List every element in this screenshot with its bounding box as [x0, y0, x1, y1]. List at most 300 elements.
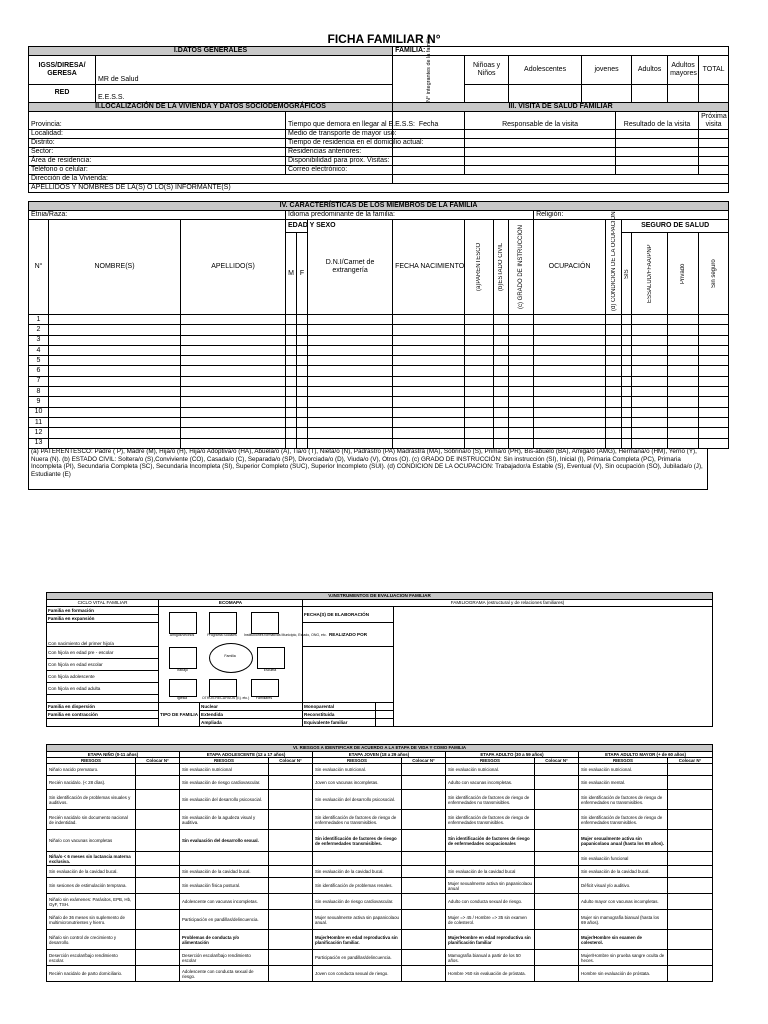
colocar-cell[interactable]	[269, 764, 313, 776]
etapa-header: ETAPA JOVEN (18 a 29 años)	[313, 752, 446, 758]
apellido-cell[interactable]	[181, 397, 286, 407]
riesgo-cell: Sin evaluación nutricional.	[313, 764, 402, 776]
member-number: 11	[29, 417, 49, 427]
riesgos-header: RIESGOS	[313, 758, 402, 764]
colocar-cell[interactable]	[269, 776, 313, 790]
colocar-cell[interactable]	[668, 910, 713, 930]
colocar-cell[interactable]	[535, 950, 579, 966]
apellido-cell[interactable]	[181, 366, 286, 376]
colocar-cell[interactable]	[668, 878, 713, 894]
riesgo-cell: Niña/o < 6 meses sin lactancia materna exclusiva.	[47, 852, 136, 866]
integrantes-label: N° integrantes de la familia	[425, 36, 432, 102]
colocar-cell[interactable]	[136, 930, 180, 950]
colocar-cell[interactable]	[269, 810, 313, 830]
riesgo-cell: Sin identificación de factores de riesgo de enfermedades transmisibles.	[579, 810, 668, 830]
etapa-header: ETAPA ADULTO (30 a 59 años)	[446, 752, 579, 758]
colocar-cell[interactable]	[535, 966, 579, 982]
riesgos-header: RIESGOS	[446, 758, 535, 764]
riesgo-row	[47, 764, 713, 776]
colocar-cell[interactable]	[535, 930, 579, 950]
member-number: 4	[29, 345, 49, 355]
member-row	[29, 325, 729, 335]
section-localizacion: II.LOCALIZACIÓN DE LA VIVIENDA Y DATOS SOCIODEMOGRÁFICOS	[29, 103, 393, 112]
riesgo-row	[47, 830, 713, 852]
riesgo-cell: Sin evaluación funcional	[579, 852, 668, 866]
member-number: 5	[29, 356, 49, 366]
riesgo-cell: Sin evaluación de riesgo cardiovascular.	[313, 894, 402, 910]
evaluacion-table	[46, 592, 713, 727]
nombre-cell[interactable]	[49, 428, 181, 438]
colocar-cell[interactable]	[402, 878, 446, 894]
member-row	[29, 345, 729, 355]
tipo-familia-item: Monoparental	[303, 703, 376, 711]
colocar-cell[interactable]	[402, 810, 446, 830]
nombre-cell[interactable]	[49, 366, 181, 376]
ecomapa-label: Trabajo	[176, 668, 188, 672]
section-caracteristicas: IV. CARACTERÍSTICAS DE LOS MIEMBROS DE LA FAMILIA	[29, 202, 729, 211]
colocar-cell[interactable]	[535, 878, 579, 894]
colocar-cell[interactable]	[269, 878, 313, 894]
etnia-label: Etnia/Raza:	[29, 211, 286, 220]
colocar-cell[interactable]	[668, 966, 713, 982]
colocar-cell[interactable]	[535, 852, 579, 866]
riesgo-cell: Sin evaluación nutricional	[180, 764, 269, 776]
colocar-cell[interactable]	[402, 866, 446, 878]
ciclo-item: Familia en contracción	[47, 711, 159, 719]
col-n: N°	[29, 220, 49, 315]
riesgo-cell: Niña/o sin exámenes: Parásitos, EPB, Hb, GyF, TSH.	[47, 894, 136, 910]
riesgos-header: RIESGOS	[180, 758, 269, 764]
ciclo-item: Familia en formación	[47, 607, 159, 615]
ecomapa-familia-circle	[209, 643, 253, 673]
riesgo-cell: Sin identificación de factores de riesgo de enfermedades ocupacionales	[446, 830, 535, 852]
nombre-cell[interactable]	[49, 345, 181, 355]
colocar-cell[interactable]	[136, 866, 180, 878]
fecha-header: Fecha	[393, 112, 465, 130]
riesgo-cell: Deserción escolar/bajo rendimiento escolar	[180, 950, 269, 966]
ecomapa-label: OTROS RECURSOS (Ej. etc.)	[202, 696, 250, 700]
ecomapa-box	[251, 679, 279, 697]
ecomapa-box	[209, 612, 237, 634]
colocar-cell[interactable]	[402, 966, 446, 982]
colocar-cell[interactable]	[269, 790, 313, 810]
ecomapa-label: Programa Sociales	[207, 633, 237, 637]
riesgo-cell: Hombre sin evaluación de próstata.	[579, 966, 668, 982]
ecomapa-box	[169, 679, 197, 697]
ecomapa-label: Instituciones formativas Municipio, Estado, ONG, etc.	[244, 633, 327, 637]
ecomapa-label: Amigos/vecinos	[169, 633, 195, 637]
member-row	[29, 438, 729, 448]
riesgo-row	[47, 950, 713, 966]
riesgo-cell: Sin evaluación del desarrollo psicosocial.	[180, 790, 269, 810]
tipo-familia-label: TIPO DE FAMILIA	[159, 703, 200, 727]
colocar-cell[interactable]	[136, 894, 180, 910]
ecomapa-label: Familia	[224, 654, 236, 658]
col-privado: Privado	[680, 263, 687, 284]
etapa-header: ETAPA ADOLESCENTE (12 a 17 años)	[180, 752, 313, 758]
riesgo-row	[47, 966, 713, 982]
riesgo-cell: Recién nacida/o de parto domiciliario.	[47, 966, 136, 982]
colocar-cell[interactable]	[668, 790, 713, 810]
colocar-cell[interactable]	[136, 852, 180, 866]
colocar-cell[interactable]	[136, 966, 180, 982]
col-essalud: ESSALUD/FFAA/PNP	[646, 244, 653, 303]
fecha-elaboracion: FECHA(S) DE ELABORACIÓN	[303, 607, 394, 623]
member-number: 12	[29, 428, 49, 438]
ciclo-item: Familia en dispersión	[47, 703, 159, 711]
colocar-cell[interactable]	[402, 930, 446, 950]
member-number: 6	[29, 366, 49, 376]
colocar-cell[interactable]	[136, 810, 180, 830]
colocar-cell[interactable]	[668, 764, 713, 776]
colocar-cell[interactable]	[402, 776, 446, 790]
riesgo-cell: Sin identificación de factores de riesgo de enfermedades no transmisibles.	[579, 790, 668, 810]
ecomapa-label: Escuela	[263, 668, 277, 672]
tipo-familia-item: Reconstituida	[303, 711, 376, 719]
apellido-cell[interactable]	[181, 345, 286, 355]
member-row	[29, 335, 729, 345]
riesgo-cell: Sin evaluación de la cavidad bucal.	[579, 866, 668, 878]
riesgo-cell: Participación en pandillas/delincuencia.	[313, 950, 402, 966]
colocar-header: Colocar N°	[535, 758, 579, 764]
member-row	[29, 376, 729, 386]
colocar-cell[interactable]	[535, 830, 579, 852]
disponibilidad-label: Disponibilidad para prox. Visitas:	[286, 157, 393, 166]
member-row	[29, 387, 729, 397]
residencia-label: Tiempo de residencia en el domicilio actual:	[286, 139, 393, 148]
member-number: 3	[29, 335, 49, 345]
riesgo-cell: Sin evaluación del desarrollo sexual.	[180, 830, 269, 852]
colocar-cell[interactable]	[136, 764, 180, 776]
colocar-cell[interactable]	[269, 894, 313, 910]
riesgo-cell	[313, 852, 402, 866]
informantes-label: APELLIDOS Y NOMBRES DE LA(S) O LO(S) INFORMANTE(S)	[29, 184, 729, 193]
colocar-cell[interactable]	[269, 930, 313, 950]
igss-label: IGSS/DIRESA/ GERESA	[29, 56, 96, 85]
provincia-label: Provincia:	[29, 112, 286, 130]
riesgo-cell: Mujer/Hombre sin examen de colesterol.	[579, 930, 668, 950]
ciclo-item: Con hijo/a en edad adulta	[47, 683, 159, 695]
codes-legend: (a) PATERENTESCO: Padre ( P), Madre (M), Hija/o (H), Hija/o Adoptiva/o (HA), Abuela/o (A), Tia/o (T), Nieta/o (N), Padrastro (PA) Madrastra (MA), Sobrina/o (S), Prima/o (PR), Bis-abuelo (BA), Amiga/o (AMG), Hermana/o (HM), Yerno (Y), Nuera (N). (b) ESTADO CIVIL: Soltera/o (S),Conviviente (CO), Casada/o (C), Separada/o (SP), Divorciada/o (D), Viuda/o (V), Otros (O). (c) GRADO DE INSTRUCCIÓN: Sin instrucción (SI), Inicial (I), Primaria Completa (PC), Primaria Incompleta (PI), Secundaria Completa (SC), Secundaria Incompleta (SI), Superior Completo (SUC), Superior Incompleto (SUI). (d) CONDICION DE LA OCUPACION: Trabajador/a Estable (S), Eventual (V), Sin ocupación (SO), Jubilada/o (J), Estudiante (E)	[28, 448, 708, 490]
col-adultos-mayores: Adultos mayores	[668, 56, 699, 85]
member-row	[29, 356, 729, 366]
section-datos-generales: I.DATOS GENERALES	[29, 47, 393, 56]
colocar-cell[interactable]	[535, 776, 579, 790]
tipo-familia-item: Equivalente familiar	[303, 719, 376, 727]
riesgo-cell: Sin evaluación de riesgo cardiovascular.	[180, 776, 269, 790]
riesgos-header: RIESGOS	[47, 758, 136, 764]
direccion-label: Dirección de la Vivienda:	[29, 175, 393, 184]
colocar-cell[interactable]	[668, 830, 713, 852]
colocar-cell[interactable]	[535, 894, 579, 910]
riesgo-cell: Niña/o sin control de crecimiento y desarrollo.	[47, 930, 136, 950]
riesgo-cell: Sin identificación de factores de riesgo de enfermedades transmisibles.	[313, 830, 402, 852]
colocar-cell[interactable]	[402, 764, 446, 776]
riesgo-row	[47, 930, 713, 950]
colocar-cell[interactable]	[136, 910, 180, 930]
familiograma-header: FAMILIOGRAMA (estructural y de relaciones familiares)	[303, 600, 713, 607]
ecomapa-box	[169, 647, 197, 669]
nombre-cell[interactable]	[49, 325, 181, 335]
section-instrumentos: V.INSTRUMENTOS DE EVALUACION FAMILIAR	[47, 593, 713, 600]
riesgo-cell: Recién nacida/o. (< 28 días).	[47, 776, 136, 790]
colocar-cell[interactable]	[535, 764, 579, 776]
tipo-familia-item: Extendida	[200, 711, 303, 719]
col-ninos: Niñoas y Niños	[465, 56, 509, 85]
colocar-cell[interactable]	[136, 878, 180, 894]
ciclo-item: Con hijo/a en edad escolar	[47, 659, 159, 671]
riesgo-cell: Sin identificación de problemas renales.	[313, 878, 402, 894]
riesgo-cell: Déficit visual y/o auditivo.	[579, 878, 668, 894]
transporte-label: Medio de transporte de mayor uso:	[286, 130, 393, 139]
apellido-cell[interactable]	[181, 376, 286, 386]
etapa-header: ETAPA ADULTO MAYOR (+ de 60 años)	[579, 752, 713, 758]
riesgo-row	[47, 852, 713, 866]
apellido-cell[interactable]	[181, 387, 286, 397]
colocar-cell[interactable]	[269, 866, 313, 878]
riesgo-cell: Problemas de conducta y/o alimentación	[180, 930, 269, 950]
ciclo-item: Con hijo/a adolescente	[47, 671, 159, 683]
ecomapa-label: Familiares	[255, 696, 273, 700]
col-sin-seguro: Sin seguro	[710, 259, 717, 288]
colocar-cell[interactable]	[535, 910, 579, 930]
col-jovenes: jovenes	[582, 56, 632, 85]
riesgo-row	[47, 910, 713, 930]
residencias-anteriores-label: Residencias anteriores:	[286, 148, 393, 157]
colocar-cell[interactable]	[668, 810, 713, 830]
riesgo-cell	[180, 852, 269, 866]
realizado-por: REALIZADO POR	[303, 623, 394, 647]
nombre-cell[interactable]	[49, 376, 181, 386]
col-condicion: (d) CONDICION DE LA OCUPACION	[610, 211, 617, 311]
riesgo-cell: Sin identificación de factores de riesgo de enfermedades transmisibles.	[446, 810, 535, 830]
nombre-cell[interactable]	[49, 417, 181, 427]
ecomapa-box	[209, 679, 237, 697]
riesgo-cell: Sin evaluación mental.	[579, 776, 668, 790]
riesgo-cell: Sin identificación de problemas visuales y auditivos.	[47, 790, 136, 810]
riesgo-cell: Mujer/Hombre sin prueba sangre oculta de heces.	[579, 950, 668, 966]
riesgo-cell: Niña/o de 36 meses sin suplemento de multimicronutrientes y hierro.	[47, 910, 136, 930]
riesgo-cell: Mamografía bianual a partir de los 50 años.	[446, 950, 535, 966]
page-title: FICHA FAMILIAR N°	[327, 32, 441, 46]
colocar-cell[interactable]	[269, 830, 313, 852]
colocar-cell[interactable]	[668, 894, 713, 910]
riesgos-header: RIESGOS	[579, 758, 668, 764]
colocar-header: Colocar N°	[136, 758, 180, 764]
colocar-header: Colocar N°	[668, 758, 713, 764]
member-row	[29, 417, 729, 427]
area-label: Área de residencia:	[29, 157, 286, 166]
responsable-header: Responsable de la visita	[465, 112, 616, 130]
colocar-cell[interactable]	[402, 950, 446, 966]
apellido-cell[interactable]	[181, 407, 286, 417]
religion-label: Religión:	[534, 211, 729, 220]
tiempo-label: Tiempo que demora en llegar al E.E.S.S:	[286, 112, 393, 130]
colocar-cell[interactable]	[402, 910, 446, 930]
mr-label: MR de Salud	[96, 56, 393, 85]
ecomapa-label: Iglesia	[176, 696, 188, 700]
riesgo-cell: Sin evaluación de la agudeza visual y auditiva.	[180, 810, 269, 830]
member-row	[29, 315, 729, 325]
apellido-cell[interactable]	[181, 428, 286, 438]
proxima-header: Próxima visita	[699, 112, 729, 130]
colocar-cell[interactable]	[668, 930, 713, 950]
apellido-cell[interactable]	[181, 417, 286, 427]
section-visita: III. VISITA DE SALUD FAMILIAR	[393, 103, 729, 112]
member-number: 2	[29, 325, 49, 335]
riesgo-row	[47, 894, 713, 910]
colocar-header: Colocar N°	[402, 758, 446, 764]
eess-label: E.E.S.S.	[96, 84, 393, 102]
riesgo-cell: Sin evaluación nutricional.	[446, 764, 535, 776]
nombre-cell[interactable]	[49, 387, 181, 397]
riesgo-row	[47, 866, 713, 878]
colocar-cell[interactable]	[668, 852, 713, 866]
colocar-cell[interactable]	[136, 830, 180, 852]
colocar-cell[interactable]	[535, 866, 579, 878]
familia-label: FAMILIA:	[393, 47, 729, 56]
correo-label: Correo electrónico:	[286, 166, 393, 175]
member-number: 10	[29, 407, 49, 417]
apellido-cell[interactable]	[181, 438, 286, 448]
colocar-cell[interactable]	[402, 894, 446, 910]
riesgo-cell: Adolescente con conducta sexual de riesgo.	[180, 966, 269, 982]
riesgo-cell: Sin sesiones de estimulación temprana.	[47, 878, 136, 894]
riesgo-cell: Participación en pandillas/delincuencia.	[180, 910, 269, 930]
section-riesgos: VI. RIESGOS A IDENTIFICAR DE ACUERDO A LA ETAPA DE VIDA Y COMO FAMILIA	[47, 745, 713, 752]
riesgo-cell: Sin evaluación del desarrollo psicosocial.	[313, 790, 402, 810]
riesgo-cell: Adolescente con vacunas incompletas.	[180, 894, 269, 910]
member-row	[29, 366, 729, 376]
apellido-cell[interactable]	[181, 356, 286, 366]
member-number: 13	[29, 438, 49, 448]
colocar-cell[interactable]	[269, 852, 313, 866]
colocar-cell[interactable]	[402, 852, 446, 866]
col-dni: D.N.I/Carnet de extrangería	[308, 220, 393, 315]
col-f: F	[297, 233, 308, 315]
colocar-cell[interactable]	[535, 810, 579, 830]
col-nombres: NOMBRE(S)	[49, 220, 181, 315]
riesgo-row	[47, 810, 713, 830]
riesgo-cell: Mujer sexualmente activa sin papanicolaou anual (hasta los 65 años).	[579, 830, 668, 852]
riesgo-cell: Sin evaluación de la cavidad bucal	[446, 866, 535, 878]
riesgo-cell: Adulto mayor con vacunas incompletas.	[579, 894, 668, 910]
member-row	[29, 407, 729, 417]
riesgo-cell: Mujer sexualmente activa sin papanicolaou anual	[446, 878, 535, 894]
colocar-cell[interactable]	[136, 950, 180, 966]
colocar-cell[interactable]	[136, 776, 180, 790]
col-adolescentes: Adolescentes	[509, 56, 582, 85]
nombre-cell[interactable]	[49, 315, 181, 325]
idioma-label: Idioma predominante de la familia:	[286, 211, 534, 220]
riesgo-cell: Mujer sexualmente activa sin papanicolaou anual.	[313, 910, 402, 930]
riesgo-cell: Joven con vacunas incompletas.	[313, 776, 402, 790]
colocar-cell[interactable]	[402, 830, 446, 852]
riesgo-cell: Sin evaluación física postural.	[180, 878, 269, 894]
riesgo-row	[47, 790, 713, 810]
ciclo-header: CICLO VITAL FAMILIAR	[47, 600, 159, 607]
col-grado: (c) GRADO DE INSTRUCCIÓN	[518, 225, 525, 309]
riesgo-row	[47, 776, 713, 790]
col-apellidos: APELLIDO(S)	[181, 220, 286, 315]
col-seguro: SEGURO DE SALUD	[622, 220, 729, 233]
col-sis: SIS	[623, 268, 630, 279]
col-adultos: Adultos	[632, 56, 668, 85]
riesgo-cell: Sin identificación de factores de riesgo de enfermedades no transmisibles.	[446, 790, 535, 810]
distrito-label: Distrito:	[29, 139, 286, 148]
resultado-header: Resultado de la visita	[616, 112, 699, 130]
riesgo-cell: Adulto con conducta sexual de riesgo.	[446, 894, 535, 910]
apellido-cell[interactable]	[181, 325, 286, 335]
member-number: 9	[29, 397, 49, 407]
riesgo-cell: Mujer/Hombre en edad reproductiva sin planificación familiar.	[313, 930, 402, 950]
riesgo-cell: Sin evaluación de la cavidad bucal.	[180, 866, 269, 878]
ecomapa-header: ECOMAPA	[159, 600, 303, 607]
ciclo-item: Con nacimiento del primer hijo/a	[47, 623, 159, 647]
riesgo-cell: Mujer sin mamografía bianual (hasta los 69 años).	[579, 910, 668, 930]
col-parentesco: (a)PARENTESCO	[476, 242, 483, 292]
col-fecha-nacimiento: FECHA NACIMIENTO	[393, 220, 465, 315]
nombre-cell[interactable]	[49, 438, 181, 448]
colocar-header: Colocar N°	[269, 758, 313, 764]
col-total: TOTAL	[699, 56, 729, 85]
riesgo-cell: Niña/o con vacunas incompletas	[47, 830, 136, 852]
nombre-cell[interactable]	[49, 407, 181, 417]
member-row	[29, 397, 729, 407]
colocar-cell[interactable]	[535, 790, 579, 810]
member-number: 8	[29, 387, 49, 397]
ecomapa-box	[257, 647, 285, 669]
riesgo-cell: Niña/o nacido prematuro.	[47, 764, 136, 776]
colocar-cell[interactable]	[136, 790, 180, 810]
colocar-cell[interactable]	[402, 790, 446, 810]
colocar-cell[interactable]	[269, 966, 313, 982]
riesgo-cell: Sin evaluación de la cavidad bucal.	[313, 866, 402, 878]
ciclo-item: Familia en expansión	[47, 615, 159, 623]
colocar-cell[interactable]	[269, 950, 313, 966]
colocar-cell[interactable]	[269, 910, 313, 930]
apellido-cell[interactable]	[181, 335, 286, 345]
riesgo-cell: Sin evaluación nutricional.	[579, 764, 668, 776]
ecomapa-box	[169, 612, 197, 634]
col-ocupacion: OCUPACIÓN	[534, 220, 606, 315]
col-edad-sexo: EDAD Y SEXO	[286, 220, 308, 233]
telefono-label: Teléfono o celular:	[29, 166, 286, 175]
ciclo-item: Con hijo/a en edad pre - escolar	[47, 647, 159, 659]
tipo-familia-item: Ampliada	[200, 719, 303, 727]
riesgo-cell: Recién nacida/o sin documento nacional de indentidad.	[47, 810, 136, 830]
colocar-cell[interactable]	[668, 950, 713, 966]
apellido-cell[interactable]	[181, 315, 286, 325]
riesgo-cell	[446, 852, 535, 866]
nombre-cell[interactable]	[49, 335, 181, 345]
riesgos-table	[46, 744, 713, 982]
member-number: 7	[29, 376, 49, 386]
member-row	[29, 428, 729, 438]
riesgo-cell: Mujer => 45 / Hombre => 35 sin examen de colesterol.	[446, 910, 535, 930]
tipo-familia-item: Nuclear	[200, 703, 303, 711]
ecomapa-box	[251, 612, 279, 634]
nombre-cell[interactable]	[49, 397, 181, 407]
riesgo-cell: Hombre >50 sin evaluación de próstata.	[446, 966, 535, 982]
colocar-cell[interactable]	[668, 866, 713, 878]
red-label: RED	[29, 84, 96, 102]
etapa-header: ETAPA NIÑO (0-11 años)	[47, 752, 180, 758]
riesgo-cell: Sin identificación de factores de riesgo de enfermedades no transmisibles.	[313, 810, 402, 830]
nombre-cell[interactable]	[49, 356, 181, 366]
member-number: 1	[29, 315, 49, 325]
colocar-cell[interactable]	[668, 776, 713, 790]
